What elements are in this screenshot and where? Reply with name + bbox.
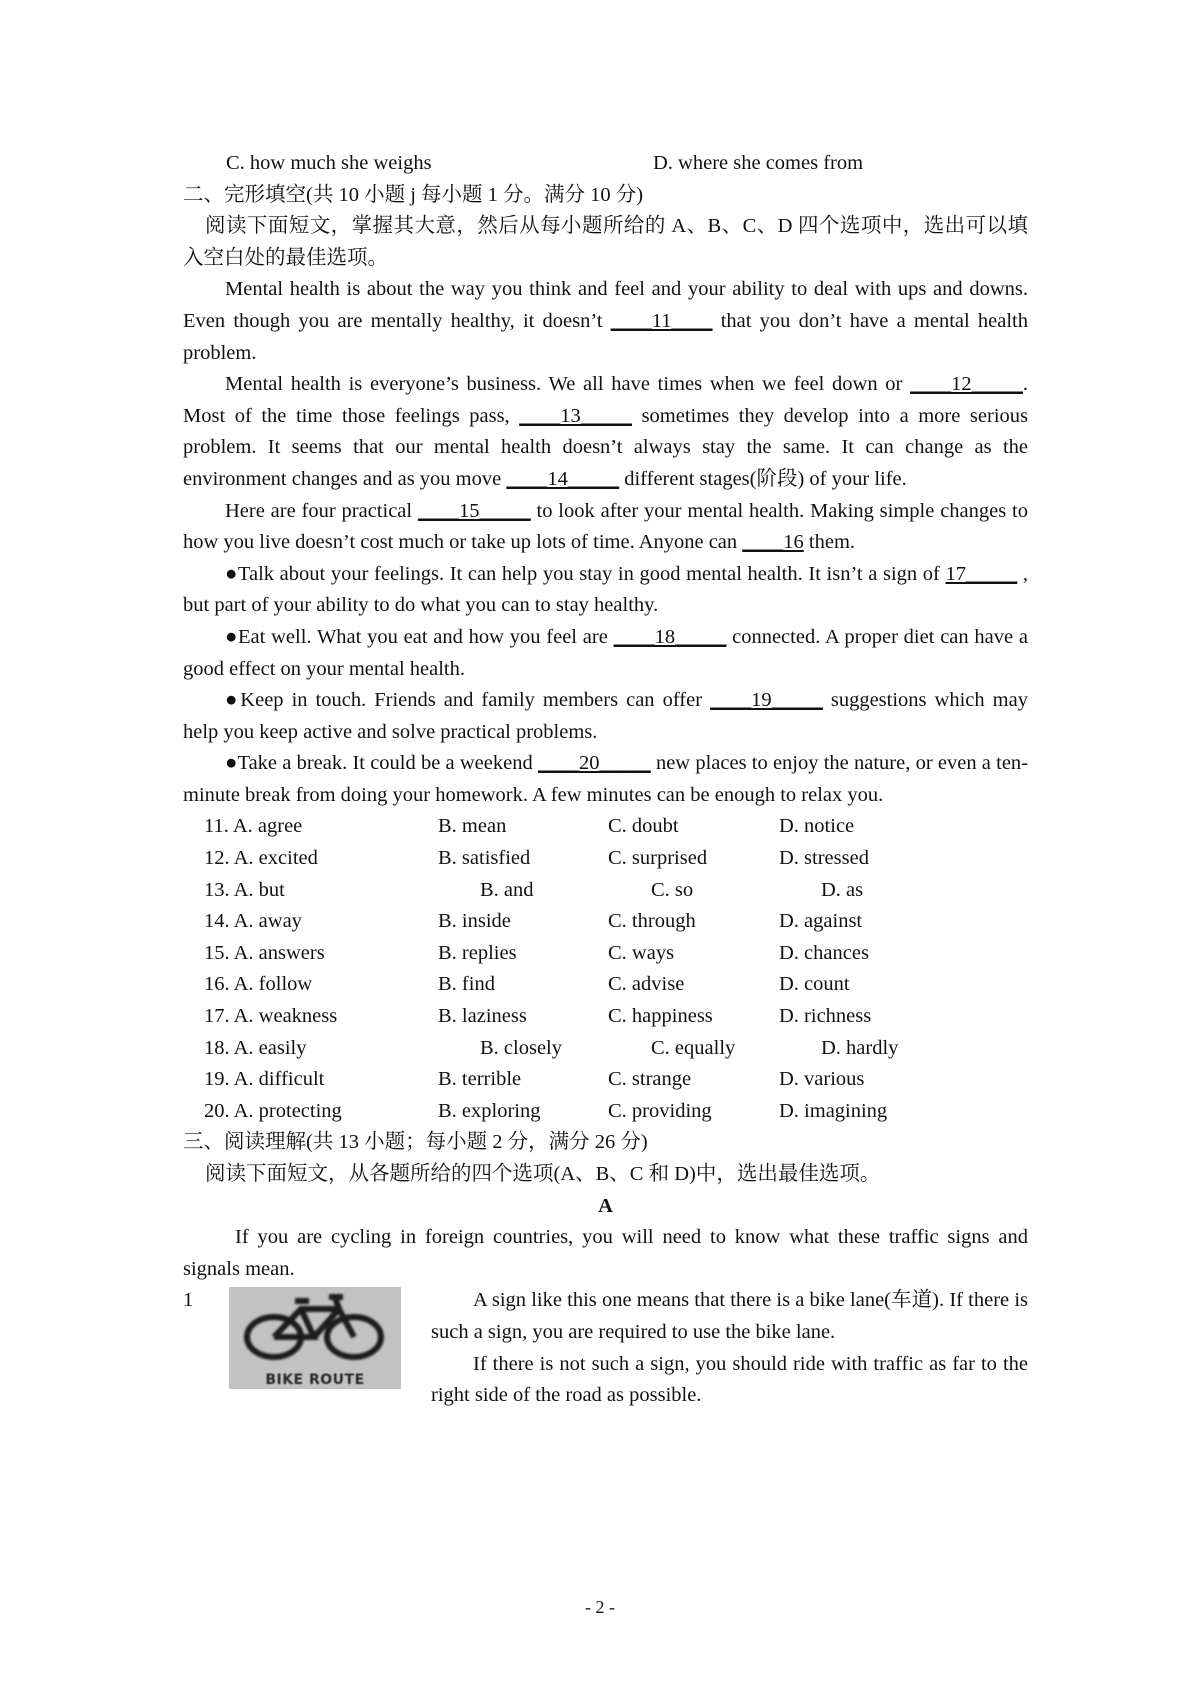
bullet-take-a-break bbox=[183, 748, 1028, 811]
option-b: B. and bbox=[480, 878, 534, 901]
option-c: C. so bbox=[651, 878, 694, 901]
sign-1-paragraph-1: A sign like this one means that there is a bike lane(车道). If there is such a sign, you are required to use the bike lane. bbox=[431, 1289, 1028, 1343]
passage-label: A bbox=[598, 1194, 613, 1217]
blank-19: ____19_____ bbox=[710, 689, 823, 712]
option-a: 18. A. easily bbox=[204, 1036, 307, 1059]
sign-1-text bbox=[431, 1285, 1028, 1411]
option-a: 16. A. follow bbox=[204, 973, 313, 996]
cloze-paragraph-3 bbox=[183, 496, 1028, 559]
options-row-16 bbox=[183, 969, 1028, 1001]
options-row-15 bbox=[183, 938, 1028, 970]
previous-question-options bbox=[183, 148, 1028, 180]
option-c: C. doubt bbox=[608, 815, 679, 838]
section-2-heading: 二、完形填空(共 10 小题 j 每小题 1 分。满分 10 分) bbox=[183, 183, 644, 206]
option-d: D. against bbox=[779, 910, 863, 933]
option-c: C. ways bbox=[608, 941, 675, 964]
options-row-13 bbox=[183, 875, 1028, 907]
text: suggestions which may help you keep active and solve practical problems. bbox=[183, 689, 1028, 743]
blank-20: ____20_____ bbox=[537, 752, 651, 775]
option-a: 19. A. difficult bbox=[204, 1068, 325, 1091]
option-b: B. mean bbox=[438, 815, 507, 838]
page-content bbox=[183, 148, 1028, 1409]
bullet-keep-in-touch bbox=[183, 685, 1028, 748]
text: sometimes they develop into a more serious problem. It seems that our mental health doesn’t always stay the same. It can change as the environment changes and as you move bbox=[183, 404, 1028, 490]
option-d: D. hardly bbox=[821, 1036, 899, 1059]
option-c: C. happiness bbox=[608, 1005, 713, 1028]
text: them. bbox=[803, 531, 856, 554]
option-c: C. surprised bbox=[608, 847, 708, 870]
option-c: C. equally bbox=[651, 1036, 736, 1059]
option-a: 14. A. away bbox=[204, 910, 302, 933]
text: ●Talk about your feelings. It can help you stay in good mental health. It isn’t a sign of bbox=[225, 562, 946, 585]
passage-intro: If you are cycling in foreign countries, you will need to know what these traffic signs and signals mean. bbox=[183, 1226, 1028, 1280]
option-c: C. providing bbox=[608, 1099, 712, 1122]
option-b: B. terrible bbox=[438, 1068, 522, 1091]
text: , but part of your ability to do what you can to stay healthy. bbox=[183, 562, 1028, 617]
option-d: D. notice bbox=[779, 815, 855, 838]
option-d: D. chances bbox=[779, 941, 869, 964]
sign-1-paragraph-2: If there is not such a sign, you should ride with traffic as far to the right side of the road as possible. bbox=[431, 1352, 1028, 1407]
option-b: B. satisfied bbox=[438, 847, 531, 870]
option-b: B. laziness bbox=[438, 1005, 527, 1028]
blank-16: ____16 bbox=[742, 531, 804, 554]
options-row-20 bbox=[183, 1096, 1028, 1128]
cloze-paragraph-1 bbox=[183, 274, 1028, 369]
option-c: C. advise bbox=[608, 973, 685, 996]
option-a: 12. A. excited bbox=[204, 847, 318, 870]
bullet-talk bbox=[183, 559, 1028, 622]
option-d: D. richness bbox=[779, 1005, 872, 1028]
blank-11: ____11____ bbox=[610, 309, 713, 332]
blank-17: 17_____ bbox=[945, 562, 1018, 585]
option-c: C. how much she weighs bbox=[226, 152, 432, 174]
text: different stages(阶段) of your life. bbox=[619, 467, 907, 490]
blank-12: ____12_____ bbox=[910, 373, 1023, 396]
option-b: B. inside bbox=[438, 910, 511, 933]
options-row-11 bbox=[183, 811, 1028, 843]
text: ●Keep in touch. Friends and family members can offer bbox=[225, 689, 711, 712]
text: Mental health is about the way you think and feel and your ability to deal with ups and downs. Even though you are mentally healthy, it doesn’t bbox=[183, 278, 1028, 332]
sign-number: 1 bbox=[183, 1289, 194, 1312]
option-a: 11. A. agree bbox=[204, 815, 303, 838]
section-3-heading: 三、阅读理解(共 13 小题；每小题 2 分，满分 26 分) bbox=[183, 1131, 648, 1154]
option-a: 17. A. weakness bbox=[204, 1005, 338, 1028]
blank-13: ____13_____ bbox=[519, 404, 632, 427]
option-b: B. replies bbox=[438, 941, 517, 964]
text: connected. A proper diet can have a good effect on your mental health. bbox=[183, 625, 1028, 680]
text: new places to enjoy the nature, or even a ten-minute break from doing your homework. A few minutes can be enough to relax you. bbox=[183, 752, 1028, 806]
option-d: D. stressed bbox=[779, 847, 869, 870]
section-2-instruction: 阅读下面短文，掌握其大意，然后从每小题所给的 A、B、C、D 四个选项中，选出可以填入空白处的最佳选项。 bbox=[183, 215, 1028, 269]
option-d: D. count bbox=[779, 973, 850, 996]
blank-15: ____15_____ bbox=[417, 499, 531, 522]
options-row-17 bbox=[183, 1001, 1028, 1033]
option-d: D. where she comes from bbox=[653, 152, 864, 174]
page-number: - 2 - bbox=[585, 1597, 615, 1617]
blank-18: ____18_____ bbox=[613, 625, 727, 648]
text: that you don’t have a mental health problem. bbox=[183, 309, 1028, 364]
text: ●Take a break. It could be a weekend bbox=[225, 752, 538, 775]
option-d: D. as bbox=[821, 878, 864, 901]
text: ●Eat well. What you eat and how you feel are bbox=[225, 625, 614, 648]
options-row-12 bbox=[183, 843, 1028, 875]
option-b: B. closely bbox=[480, 1036, 562, 1059]
text: Here are four practical bbox=[225, 499, 418, 522]
text: to look after your mental health. Making simple changes to how you live doesn’t cost much or take up lots of time. Anyone can bbox=[183, 499, 1028, 554]
option-b: B. exploring bbox=[438, 1099, 541, 1122]
options-row-19 bbox=[183, 1064, 1028, 1096]
options-row-14 bbox=[183, 906, 1028, 938]
section-3-instruction: 阅读下面短文，从各题所给的四个选项(A、B、C 和 D)中，选出最佳选项。 bbox=[205, 1163, 881, 1185]
option-b: B. find bbox=[438, 973, 495, 996]
cloze-paragraph-2 bbox=[183, 369, 1028, 495]
text: . Most of the time those feelings pass, bbox=[183, 373, 1028, 427]
blank-14: ____14_____ bbox=[506, 467, 620, 490]
option-d: D. various bbox=[779, 1068, 865, 1091]
text: Mental health is everyone’s business. We all have times when we feel down or bbox=[225, 373, 911, 396]
options-row-18 bbox=[183, 1033, 1028, 1065]
option-c: C. strange bbox=[608, 1068, 692, 1091]
option-d: D. imagining bbox=[779, 1099, 888, 1122]
option-a: 20. A. protecting bbox=[204, 1099, 342, 1122]
bike-route-sign-image bbox=[229, 1287, 401, 1389]
option-c: C. through bbox=[608, 910, 696, 933]
bullet-eat bbox=[183, 622, 1028, 685]
option-a: 15. A. answers bbox=[204, 941, 325, 964]
sign-caption: BIKE ROUTE bbox=[265, 1372, 365, 1389]
option-a: 13. A. but bbox=[204, 878, 285, 901]
sign-1 bbox=[183, 1285, 1028, 1409]
